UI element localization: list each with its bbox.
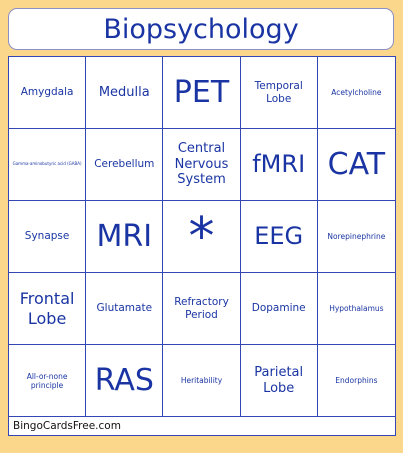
bingo-cell[interactable] (163, 273, 240, 345)
card-title: Biopsychology (103, 13, 299, 45)
bingo-cell[interactable] (318, 129, 395, 201)
bingo-cell[interactable] (86, 57, 163, 129)
bingo-cell-label: Dopamine (251, 302, 306, 315)
bingo-cell-label: Acetylcholine (331, 88, 382, 97)
bingo-cell-label: Heritability (180, 376, 223, 385)
bingo-cell-label: Temporal Lobe (254, 79, 303, 105)
bingo-cell-label: Medulla (98, 84, 150, 100)
title-box (8, 8, 394, 50)
bingo-cell[interactable] (86, 273, 163, 345)
bingo-cell[interactable] (163, 129, 240, 201)
bingo-cell-label: Cerebellum (94, 158, 155, 171)
bingo-grid (9, 57, 395, 417)
bingo-cell-label: MRI (96, 218, 153, 254)
bingo-cell[interactable] (318, 57, 395, 129)
bingo-cell-label: CAT (327, 146, 386, 182)
bingo-cell-label: fMRI (252, 150, 306, 179)
bingo-cell-label: Norepinephrine (327, 232, 386, 241)
bingo-cell[interactable] (241, 57, 318, 129)
bingo-cell[interactable] (241, 273, 318, 345)
bingo-cell[interactable] (9, 273, 86, 345)
free-space-cell[interactable] (163, 201, 240, 273)
bingo-cell[interactable] (9, 57, 86, 129)
free-space-star-icon: * (188, 206, 215, 267)
bingo-cell[interactable] (9, 201, 86, 273)
bingo-cell-label: Parietal Lobe (254, 364, 304, 396)
bingo-cell-label: Gamma-aminobutyric acid (GABA) (12, 161, 82, 167)
bingo-cell[interactable] (86, 345, 163, 417)
bingo-cell-label: Synapse (24, 230, 70, 243)
bingo-cell[interactable] (241, 345, 318, 417)
bingo-cell[interactable] (86, 129, 163, 201)
bingo-cell[interactable] (163, 57, 240, 129)
bingo-cell[interactable] (9, 129, 86, 201)
bingo-cell[interactable] (163, 345, 240, 417)
bingo-cell-label: Central Nervous System (174, 141, 229, 188)
bingo-cell[interactable] (9, 345, 86, 417)
bingo-cell-label: Frontal Lobe (19, 289, 75, 328)
bingo-cell-label: Refractory Period (174, 295, 229, 321)
bingo-cell-label: PET (173, 74, 230, 110)
bingo-card (8, 56, 396, 436)
bingo-cell-label: Glutamate (96, 302, 153, 315)
bingo-cell-label: RAS (94, 362, 154, 398)
bingo-cell-label: Amygdala (20, 86, 74, 99)
bingo-cell-label: EEG (254, 222, 304, 251)
bingo-cell-label: All-or-none principle (26, 371, 68, 390)
footer-credit: BingoCardsFree.com (13, 420, 121, 432)
bingo-cell[interactable] (318, 345, 395, 417)
bingo-cell[interactable] (86, 201, 163, 273)
bingo-cell[interactable] (318, 273, 395, 345)
bingo-cell[interactable] (318, 201, 395, 273)
bingo-cell-label: Hypothalamus (329, 304, 384, 313)
bingo-cell[interactable] (241, 201, 318, 273)
bingo-cell-label: Endorphins (335, 376, 378, 385)
bingo-cell[interactable] (241, 129, 318, 201)
